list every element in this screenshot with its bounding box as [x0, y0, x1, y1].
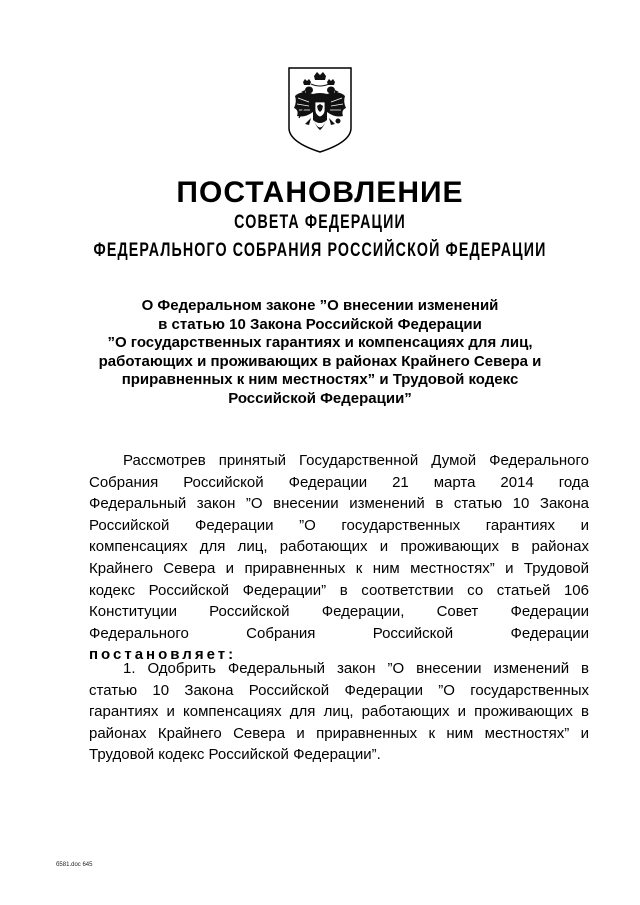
paragraph-line: 1. Одобрить Федеральный закон ”О внесении изменений в [123, 660, 589, 677]
paragraph-line: Федерального Собрания Российской Федерации [89, 624, 589, 642]
paragraph-line: кодекс Российской Федерации” в соответствии со статьей 106 [89, 581, 589, 599]
coat-of-arms-emblem-icon [287, 66, 353, 154]
document-title: ПОСТАНОВЛЕНИЕ [176, 176, 464, 209]
paragraph-line: Федеральный закон ”О внесении изменений в статью 10 Закона [89, 495, 589, 513]
paragraph-line: статью 10 Закона Российской Федерации ”О государственных [89, 681, 589, 699]
resolves-keyword: постановляет: [89, 646, 237, 664]
subject-line: приравненных к ним местностях” и Трудовой кодекс [121, 371, 519, 388]
preamble-paragraph [89, 450, 589, 666]
issuer-subtitle-line1: СОВЕТА ФЕДЕРАЦИИ [234, 212, 406, 233]
subject-line: работающих и проживающих в районах Крайнего Севера и [98, 352, 542, 370]
subject-line: О Федеральном законе ”О внесении изменений [141, 297, 499, 314]
subject-line: Российской Федерации” [228, 389, 412, 407]
issuer-subtitle-line2: ФЕДЕРАЛЬНОГО СОБРАНИЯ РОССИЙСКОЙ ФЕДЕРАЦИИ [93, 240, 547, 261]
paragraph-line: Собрания Российской Федерации 21 марта 2014 года [89, 473, 589, 491]
document-file-code: б581.doc 645 [56, 862, 93, 868]
paragraph-line: Конституции Российской Федерации, Совет Федерации [89, 603, 589, 621]
paragraph-line: Трудовой кодекс Российской Федерации”. [89, 746, 381, 764]
paragraph-line: районах Крайнего Севера и приравненных к ним местностях” и [89, 724, 589, 742]
subject-line: в статью 10 Закона Российской Федерации [158, 315, 482, 333]
subject-line: ”О государственных гарантиях и компенсациях для лиц, [107, 334, 533, 351]
paragraph-line: Рассмотрев принятый Государственной Думой Федерального [123, 452, 589, 469]
paragraph-line: Российской Федерации ”О государственных гарантиях и [89, 516, 589, 534]
paragraph-line: Крайнего Севера и приравненных к ним местностях” и Трудовой [89, 559, 589, 577]
paragraph-line: компенсациях для лиц, работающих и проживающих в районах [89, 538, 589, 556]
resolution-item-1 [89, 658, 589, 766]
document-subject [70, 297, 570, 408]
paragraph-line: гарантиях и компенсациях для лиц, работающих и проживающих в [89, 703, 589, 721]
